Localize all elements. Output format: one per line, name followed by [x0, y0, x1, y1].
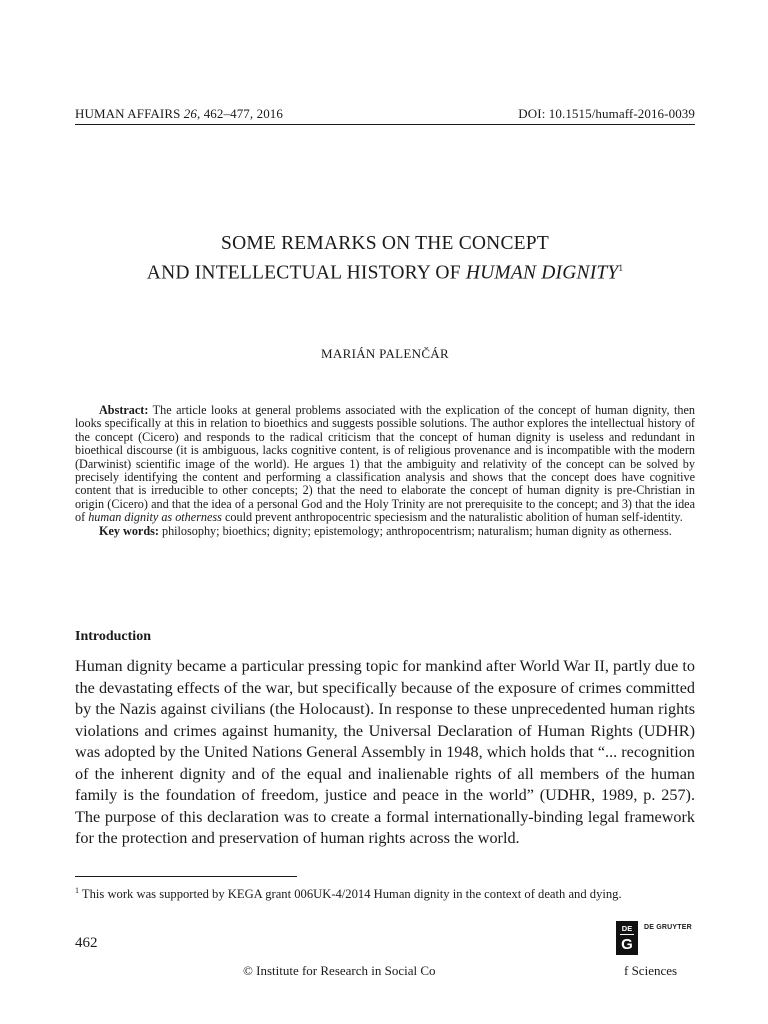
footnote: $^1$ This work was supported by KEGA grant 006UK-4/2014 Human dignity in the context of death and dying. — [75, 886, 622, 902]
de-gruyter-logo — [616, 921, 692, 955]
running-head — [75, 106, 695, 122]
copyright-text: © Institute for Research in Social Co — [243, 963, 436, 978]
footnote-rule — [75, 876, 297, 877]
abstract-label: Abstract: — [99, 403, 149, 417]
journal-volume: 26 — [183, 106, 197, 121]
article-title — [75, 232, 695, 286]
title-line-1: SOME REMARKS ON THE CONCEPT — [221, 233, 549, 254]
keywords-paragraph: Key words: philosophy; bioethics; dignity; epistemology; anthropocentrism; naturalism; human dignity as otherness. — [99, 523, 672, 538]
keywords-label: Key words: — [99, 523, 159, 538]
introduction-paragraph: Human dignity became a particular pressing topic for mankind after World War II, partly due to the devastating effects of the war, but specifically because of the exposure of crimes committed by the Nazis against civilians (the Holocaust). In response to these unprecedented human rights violations and crimes against humanity, the Universal Declaration of Human Rights (UDHR) was adopted by the United Nations General Assembly in 1948, which holds that “... recognition of the inherent dignity and of the equal and inalienable rights of all members of the human family is the foundation of freedom, justice and peace in the world” (UDHR, 1989, p. 257). The purpose of this declaration was to create a formal internationally-binding legal framework for the protection and preservation of human rights across the world. — [75, 657, 695, 847]
copyright-text-end: f Sciences — [624, 963, 678, 978]
title-line-2: AND INTELLECTUAL HISTORY OF HUMAN DIGNITY$^1$ — [146, 262, 624, 284]
title-footnote-mark: 1 — [618, 263, 624, 273]
page-number: 462 — [75, 935, 98, 951]
doi: DOI: 10.1515/humaff-2016-0039 — [518, 106, 695, 121]
journal-citation: HUMAN AFFAIRS 26, 462–477, 2016 — [75, 106, 283, 121]
author-name: MARIÁN PALENČÁR — [321, 346, 449, 361]
publisher-logo-mark: DE G — [616, 921, 638, 955]
title-italic: HUMAN DIGNITY — [465, 262, 619, 284]
abstract-italic: human dignity as otherness — [88, 510, 222, 525]
section-heading-introduction: Introduction — [75, 629, 151, 644]
abstract — [75, 404, 695, 538]
abstract-paragraph: Abstract: The article looks at general problems associated with the explication of the concept of human dignity, then looks specifically at this in relation to bioethics and suggests possible solutions. The author explores the intellectual history of the concept (Cicero) and responds to the radical criticism that the concept of human dignity is useless and redundant in bioethical discourse (it is ambiguous, lacks cognitive content, is of religious provenance and is incompatible with the modern (Darwinist) scientific image of the world). He argues 1) that the ambiguity and relativity of the concept can be solved by precisely identifying the content and performing a classification analysis and shows that the concept does have cognitive content that is irreducible to other concepts; 2) that the need to elaborate the concept of human dignity is pre-Christian in origin (Cicero) and that the idea of a personal God and the Holy Trinity are not prerequisite to the concept; and 3) that the idea of human dignity as otherness could prevent anthropocentric speciesism and the naturalistic abolition of human self-identity. — [75, 403, 695, 525]
header-rule — [75, 124, 695, 125]
footnote-mark: 1 — [75, 886, 79, 895]
publisher-name: DE GRUYTER — [644, 924, 692, 931]
